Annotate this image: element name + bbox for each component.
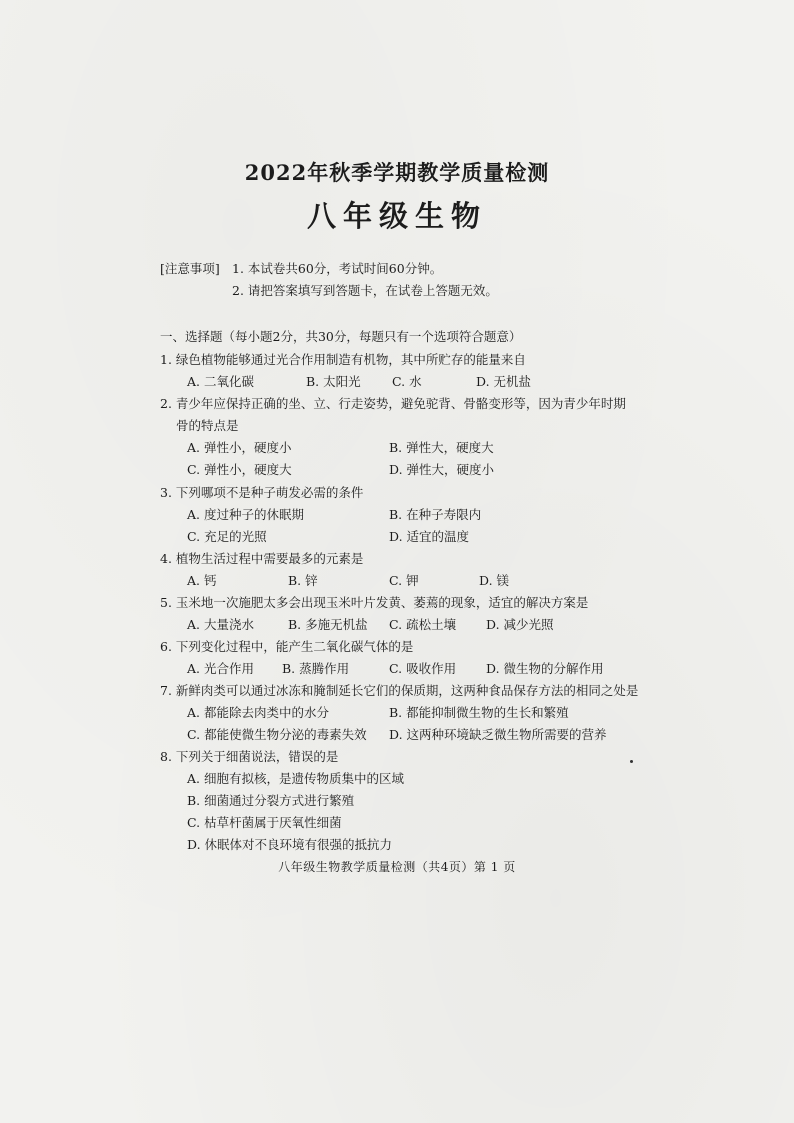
question-3-option-a: A. 度过种子的休眠期 <box>187 507 304 522</box>
question-8-option-a: A. 细胞有拟核，是遗传物质集中的区域 <box>187 771 404 786</box>
question-7-option-b: B. 都能抑制微生物的生长和繁殖 <box>389 705 569 720</box>
question-3-option-d: D. 适宜的温度 <box>389 529 470 544</box>
question-2-option-a: A. 弹性小，硬度小 <box>187 440 292 455</box>
question-4-option-b: B. 锌 <box>288 573 318 588</box>
question-7-option-d: D. 这两种环境缺乏微生物所需要的营养 <box>389 727 607 742</box>
question-6-option-b: B. 蒸腾作用 <box>282 661 350 676</box>
question-1-option-a: A. 二氧化碳 <box>187 374 254 389</box>
question-1-option-b: B. 太阳光 <box>306 374 361 389</box>
question-3-stem: 3. 下列哪项不是种子萌发必需的条件 <box>160 485 364 500</box>
question-8-option-d: D. 休眠体对不良环境有很强的抵抗力 <box>187 837 393 852</box>
question-4-option-a: A. 钙 <box>187 573 217 588</box>
page-footer: 八年级生物教学质量检测（共4页）第 1 页 <box>278 860 516 874</box>
question-8-option-b: B. 细菌通过分裂方式进行繁殖 <box>187 793 355 808</box>
question-2-option-c: C. 弹性小，硬度大 <box>187 462 292 477</box>
section-heading: 一、选择题（每小题2分，共30分，每题只有一个选项符合题意） <box>160 329 522 344</box>
question-6-stem: 6. 下列变化过程中，能产生二氧化碳气体的是 <box>160 639 414 654</box>
question-2-stem: 2. 青少年应保持正确的坐、立、行走姿势，避免驼背、骨骼变形等，因为青少年时期 <box>160 396 626 411</box>
question-8-option-c: C. 枯草杆菌属于厌氧性细菌 <box>187 815 342 830</box>
question-4-stem: 4. 植物生活过程中需要最多的元素是 <box>160 551 364 566</box>
notice-item-1: 1. 本试卷共60分，考试时间60分钟。 <box>232 261 443 276</box>
question-5-stem: 5. 玉米地一次施肥太多会出现玉米叶片发黄、萎蔫的现象，适宜的解决方案是 <box>160 595 589 610</box>
question-2-option-b: B. 弹性大，硬度大 <box>389 440 494 455</box>
question-5-option-c: C. 疏松土壤 <box>389 617 457 632</box>
question-2-option-d: D. 弹性大，硬度小 <box>389 462 495 477</box>
question-5-option-a: A. 大量浇水 <box>187 617 254 632</box>
question-5-option-d: D. 减少光照 <box>486 617 554 632</box>
question-7-option-c: C. 都能使微生物分泌的毒素失效 <box>187 727 367 742</box>
question-3-option-b: B. 在种子寿限内 <box>389 507 482 522</box>
question-1-option-c: C. 水 <box>392 374 422 389</box>
question-7-option-a: A. 都能除去肉类中的水分 <box>187 705 329 720</box>
question-8-stem: 8. 下列关于细菌说法，错误的是 <box>160 749 339 764</box>
question-5-option-b: B. 多施无机盐 <box>288 617 368 632</box>
notice-label: [注意事项] <box>160 261 220 276</box>
question-4-option-c: C. 钾 <box>389 573 419 588</box>
subject-title: 八年级生物 <box>306 199 487 233</box>
question-1-option-d: D. 无机盐 <box>476 374 532 389</box>
question-7-stem: 7. 新鲜肉类可以通过冰冻和腌制延长它们的保质期，这两种食品保存方法的相同之处是 <box>160 683 639 698</box>
question-4-option-d: D. 镁 <box>479 573 510 588</box>
question-6-option-a: A. 光合作用 <box>187 661 254 676</box>
question-1-stem: 1. 绿色植物能够通过光合作用制造有机物，其中所贮存的能量来自 <box>160 352 526 367</box>
exam-title: 2022年秋季学期教学质量检测 <box>244 160 550 185</box>
scan-speck <box>630 760 633 763</box>
question-6-option-c: C. 吸收作用 <box>389 661 457 676</box>
question-3-option-c: C. 充足的光照 <box>187 529 267 544</box>
question-2-stem-continued: 骨的特点是 <box>176 418 239 433</box>
question-6-option-d: D. 微生物的分解作用 <box>486 661 604 676</box>
notice-item-2: 2. 请把答案填写到答题卡，在试卷上答题无效。 <box>232 283 498 298</box>
